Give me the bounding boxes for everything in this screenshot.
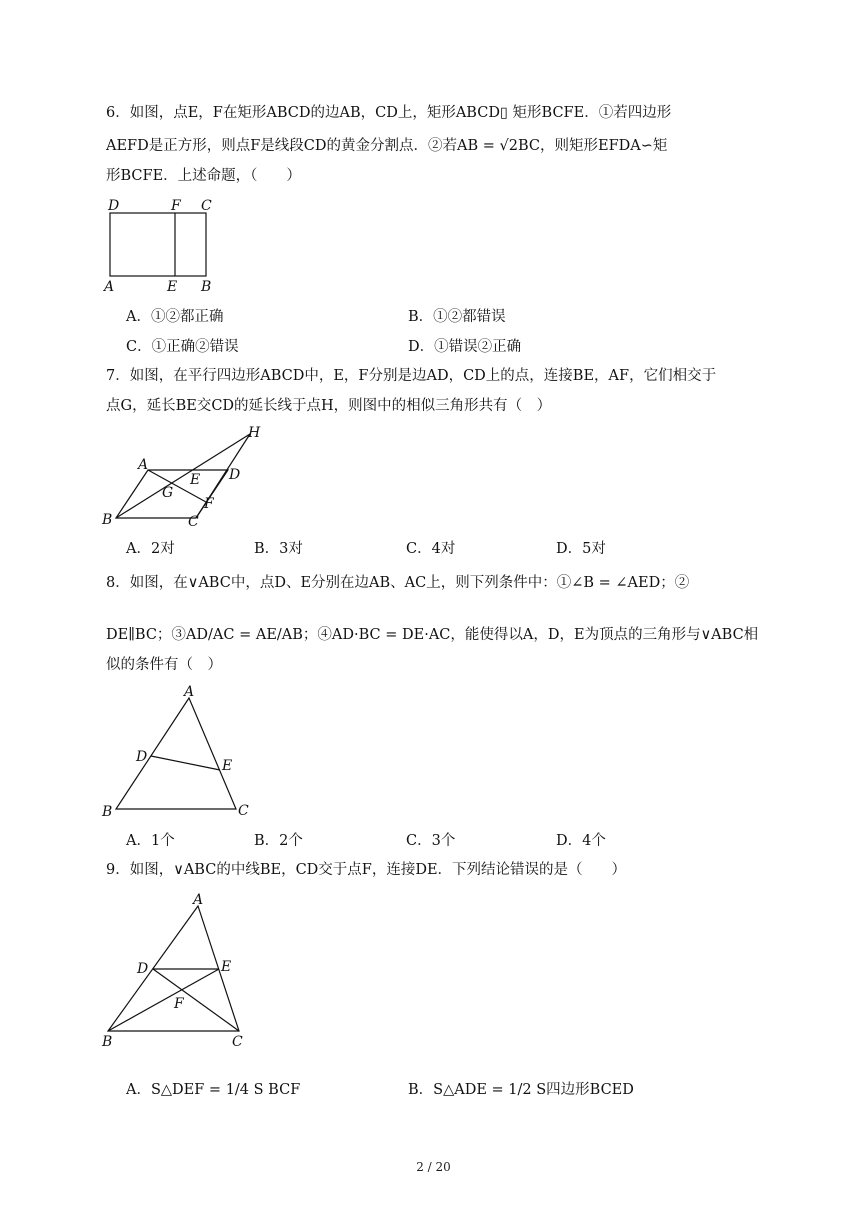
q8-label-d: D xyxy=(136,749,148,765)
q9-label-c: C xyxy=(232,1034,243,1050)
q7-label-h: H xyxy=(248,425,261,441)
q8-label-a: A xyxy=(184,684,195,700)
q6-label-a: A xyxy=(104,279,115,295)
q8-option-b[interactable]: B．2个 xyxy=(254,833,303,849)
q6-label-f: F xyxy=(171,198,181,214)
q8-line3: 似的条件有（ ） xyxy=(106,657,222,673)
q6-option-c[interactable]: C．①正确②错误 xyxy=(126,339,239,355)
q7-option-d[interactable]: D．5对 xyxy=(556,541,606,557)
q8-option-a[interactable]: A．1个 xyxy=(126,833,175,849)
q8-label-e: E xyxy=(222,758,233,774)
page-number: 2 / 20 xyxy=(416,1160,451,1174)
q7-label-e: E xyxy=(190,472,201,488)
q9-label-f: F xyxy=(174,996,184,1012)
q8-label-c: C xyxy=(238,803,249,819)
q6-label-b: B xyxy=(201,279,212,295)
q7-label-c: C xyxy=(188,514,199,530)
q9-line1: 9．如图，∨ABC的中线BE，CD交于点F，连接DE．下列结论错误的是（ ） xyxy=(106,862,627,878)
q9-label-b: B xyxy=(102,1034,113,1050)
q6-label-e: E xyxy=(167,279,178,295)
q7-line2: 点G，延长BE交CD的延长线于点H，则图中的相似三角形共有（ ） xyxy=(106,398,552,414)
q7-label-b: B xyxy=(102,512,113,528)
q7-label-f: F xyxy=(204,496,214,512)
q7-option-a[interactable]: A．2对 xyxy=(126,541,175,557)
q7-option-c[interactable]: C．4对 xyxy=(406,541,456,557)
q9-label-e: E xyxy=(221,959,232,975)
q8-triangle-figure xyxy=(100,683,260,823)
q9-label-a: A xyxy=(193,892,204,908)
q6-line3: 形BCFE．上述命题，（ ） xyxy=(106,168,301,184)
q7-option-b[interactable]: B．3对 xyxy=(254,541,303,557)
q7-parallelogram-figure xyxy=(100,422,270,532)
q8-option-c[interactable]: C．3个 xyxy=(406,833,456,849)
q8-line2: DE∥BC；③AD/AC = AE/AB；④AD·BC = DE·AC，能使得以A，D，E为顶点的三角形与∨ABC相 xyxy=(106,627,759,643)
q9-option-a[interactable]: A．S△DEF = 1/4 S BCF xyxy=(126,1082,301,1098)
q6-line1: 6．如图，点E，F在矩形ABCD的边AB，CD上，矩形ABCD▯ 矩形BCFE．①若四边形 xyxy=(106,105,672,121)
q9-label-d: D xyxy=(137,961,149,977)
q6-label-c: C xyxy=(201,198,212,214)
q8-line1: 8．如图，在∨ABC中，点D、E分别在边AB、AC上，则下列条件中：①∠B = ∠AED；② xyxy=(106,575,690,591)
q8-label-b: B xyxy=(102,804,113,820)
q8-option-d[interactable]: D．4个 xyxy=(556,833,606,849)
q9-option-b[interactable]: B．S△ADE = 1/2 S四边形BCED xyxy=(408,1082,634,1098)
q6-label-d: D xyxy=(108,198,120,214)
q6-rectangle-figure xyxy=(100,193,225,298)
q7-label-g: G xyxy=(162,485,174,501)
q6-option-b[interactable]: B．①②都错误 xyxy=(408,309,506,325)
q9-triangle-figure xyxy=(100,888,260,1058)
q6-line2: AEFD是正方形，则点F是线段CD的黄金分割点．②若AB = √2BC，则矩形EFDA∽矩 xyxy=(106,138,668,154)
q7-label-d: D xyxy=(229,467,241,483)
q7-line1: 7．如图，在平行四边形ABCD中，E，F分别是边AD，CD上的点，连接BE，AF，它们相交于 xyxy=(106,368,717,384)
q6-option-d[interactable]: D．①错误②正确 xyxy=(408,339,522,355)
q7-label-a: A xyxy=(138,457,149,473)
q6-option-a[interactable]: A．①②都正确 xyxy=(126,309,224,325)
